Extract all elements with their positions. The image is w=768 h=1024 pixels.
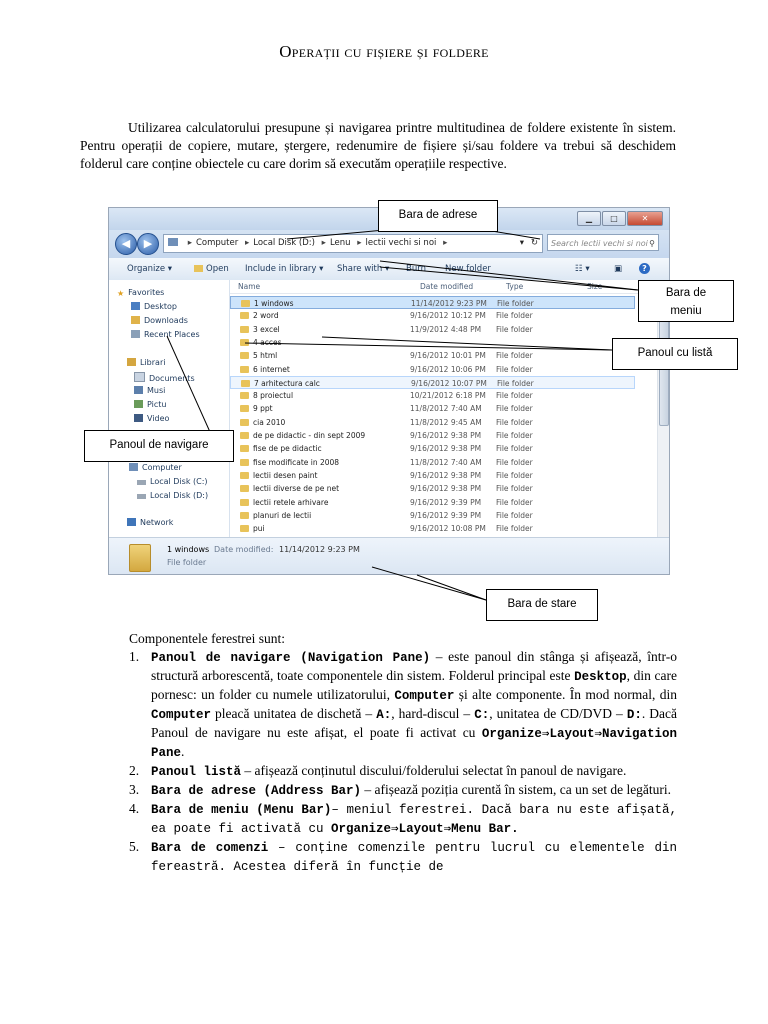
nav-recent-places[interactable]: Recent Places xyxy=(131,330,200,339)
nav-local-disk-d[interactable]: Local Disk (D:) xyxy=(137,491,208,500)
file-date: 11/8/2012 9:45 AM xyxy=(410,417,482,427)
file-name: fise de pe didactic xyxy=(230,442,322,455)
nav-pictures[interactable]: Pictu xyxy=(134,400,166,409)
file-name: lectii diverse de pe net xyxy=(230,482,339,495)
breadcrumb-lectii[interactable]: lectii vechi si noi xyxy=(365,238,437,248)
file-type: File folder xyxy=(497,299,534,308)
file-date: 9/16/2012 10:06 PM xyxy=(410,364,486,374)
file-name: planuri de lectii xyxy=(230,509,311,522)
file-date: 11/8/2012 7:40 AM xyxy=(410,404,482,414)
file-type: File folder xyxy=(496,497,533,507)
column-type[interactable]: Type xyxy=(506,282,524,291)
file-name: 2 word xyxy=(230,309,279,322)
file-name: 5 html xyxy=(230,349,277,362)
file-date: 9/16/2012 9:38 PM xyxy=(410,431,482,440)
close-button[interactable]: ✕ xyxy=(627,211,663,226)
nav-music[interactable]: Musi xyxy=(134,386,165,395)
nav-network[interactable]: Network xyxy=(127,518,173,527)
file-type: File folder xyxy=(496,311,533,321)
new-folder-button[interactable]: New folder xyxy=(445,264,491,274)
column-size[interactable]: Size xyxy=(587,282,603,291)
list-item: 1. Panoul de navigare (Navigation Pane) – este panoul din stânga și afișează, într-o structură arborescentă, toate componentele din sistem. Folderul principal este Desktop, din care pornesc: un folder cu numele utilizatorului, Computer și alte componente. În mod normal, din Computer pleacă unitatea de dischetă – A:, hard-discul – C:, unitatea de CD/DVD – D:. Dacă Panoul de navigare nu este afișat, el poate fi activat cu Organize⇒Layout⇒Navigation Pane. xyxy=(129,649,678,760)
status-date-label: Date modified: xyxy=(214,545,274,554)
file-type: File folder xyxy=(496,351,533,361)
nav-favorites[interactable]: ★ Favorites xyxy=(117,288,165,298)
forward-button[interactable]: ▶ xyxy=(137,233,159,255)
file-date: 9/16/2012 10:01 PM xyxy=(410,351,486,361)
file-name: cia 2010 xyxy=(230,416,285,429)
file-date: 9/16/2012 9:38 PM xyxy=(410,444,482,454)
nav-desktop[interactable]: Desktop xyxy=(131,302,177,311)
file-name: lectii retele arhivare xyxy=(230,496,328,509)
search-icon[interactable]: ⚲ xyxy=(649,239,655,248)
minimize-button[interactable]: ▁ xyxy=(577,211,601,226)
address-bar[interactable]: ▸ Computer ▸ Local Disk (D:) ▸ Lenu ▸ lectii vechi si noi ▸ ▾ ↻ xyxy=(163,234,543,253)
file-date: 9/16/2012 10:08 PM xyxy=(410,524,486,534)
file-type: File folder xyxy=(496,457,533,467)
callout-address-bar: Bara de adrese xyxy=(378,200,498,232)
file-type: File folder xyxy=(496,484,533,494)
file-type: File folder xyxy=(496,444,533,454)
back-button[interactable]: ◀ xyxy=(115,233,137,255)
list-item: 2. Panoul listă – afișează conținutul discului/folderului selectat în panoul de navigare. xyxy=(129,763,627,779)
components-heading: Componentele ferestrei sunt: xyxy=(129,631,285,646)
file-type: File folder xyxy=(496,524,533,534)
status-name: 1 windows xyxy=(167,545,210,554)
nav-downloads[interactable]: Downloads xyxy=(131,316,188,325)
file-type: File folder xyxy=(496,510,533,520)
nav-computer[interactable]: Computer xyxy=(129,463,182,472)
list-item: 4. Bara de meniu (Menu Bar)– meniul ferestrei. Dacă bara nu este afișată, ea poate fi activată cu Organize⇒Layout⇒Menu Bar. xyxy=(129,801,677,836)
file-name: de pe didactic - din sept 2009 xyxy=(230,429,365,442)
nav-libraries[interactable]: Librari xyxy=(127,358,165,367)
file-type: File folder xyxy=(497,378,534,388)
file-name: fise modificate in 2008 xyxy=(230,456,339,469)
nav-local-disk-c[interactable]: Local Disk (C:) xyxy=(137,477,208,486)
star-icon: ★ xyxy=(117,289,125,298)
breadcrumb-computer[interactable]: Computer xyxy=(195,238,239,248)
column-name[interactable]: Name xyxy=(238,282,261,291)
callout-list-pane: Panoul cu listă xyxy=(612,338,738,370)
burn-button[interactable]: Burn xyxy=(406,264,426,274)
list-item: 5. Bara de comenzi – conține comenzile pentru lucrul cu elementele din fereastră. Acestea diferă în funcție de xyxy=(129,839,677,874)
file-date: 11/8/2012 7:40 AM xyxy=(410,457,482,467)
file-name: 6 internet xyxy=(230,363,290,376)
file-type: File folder xyxy=(496,431,533,440)
breadcrumb-local-disk-d[interactable]: Local Disk (D:) xyxy=(253,238,315,248)
nav-videos[interactable]: Video xyxy=(134,414,169,423)
file-date: 10/21/2012 6:18 PM xyxy=(410,391,486,401)
help-icon[interactable]: ? xyxy=(639,258,650,280)
file-date: 9/16/2012 9:39 PM xyxy=(410,497,482,507)
file-name: 8 proiectul xyxy=(230,389,293,402)
nav-documents[interactable]: Documents xyxy=(134,372,195,383)
status-date: 11/14/2012 9:23 PM xyxy=(279,545,360,554)
breadcrumb-lenu[interactable]: Lenu xyxy=(329,238,351,248)
view-options-button[interactable]: ☷ ▾ xyxy=(575,264,590,274)
list-item: 3. Bara de adrese (Address Bar) – afișează poziția curentă în sistem, ca un set de legături. xyxy=(129,782,672,798)
callout-status-bar: Bara de stare xyxy=(486,589,598,621)
file-date: 9/16/2012 9:38 PM xyxy=(410,484,482,494)
refresh-icon[interactable]: ↻ xyxy=(530,238,538,248)
callout-navigation-pane: Panoul de navigare xyxy=(84,430,234,462)
status-type: File folder xyxy=(167,558,207,567)
file-type: File folder xyxy=(496,404,533,414)
include-in-library-button[interactable]: Include in library ▾ xyxy=(245,264,324,274)
organize-button[interactable]: Organize ▾ xyxy=(127,264,173,274)
intro-text: Utilizarea calculatorului presupune și navigarea printre multitudinea de foldere existente în sistem. Pentru operații de copiere, mutare, ștergere, redenumire de fișiere și/sau foldere va trebui să deschidem folderul care conține obiectele cu care dorim să executăm operațiile respective. xyxy=(80,120,676,171)
file-name: 7 arhitectura calc xyxy=(231,377,320,390)
file-name: 3 excel xyxy=(230,323,280,336)
file-date: 9/16/2012 9:38 PM xyxy=(410,470,482,480)
file-date: 9/16/2012 10:12 PM xyxy=(410,311,486,321)
page-title: Operații cu fișiere și foldere xyxy=(279,42,489,61)
share-with-button[interactable]: Share with ▾ xyxy=(337,264,390,274)
file-date: 9/16/2012 9:39 PM xyxy=(410,510,482,520)
file-type: File folder xyxy=(496,391,533,401)
maximize-button[interactable]: □ xyxy=(602,211,626,226)
file-name: lectii desen paint xyxy=(230,469,317,482)
file-type: File folder xyxy=(496,364,533,374)
file-date: 11/14/2012 9:23 PM xyxy=(411,299,487,308)
file-type: File folder xyxy=(496,470,533,480)
file-type: File folder xyxy=(496,417,533,427)
file-type: File folder xyxy=(496,324,533,334)
file-name: 4 acces xyxy=(230,336,282,349)
file-name: 9 ppt xyxy=(230,402,273,415)
file-name: 1 windows xyxy=(231,297,294,310)
file-date: 11/9/2012 4:48 PM xyxy=(410,324,482,334)
callout-menu-bar: Bara de meniu xyxy=(638,280,734,322)
open-button[interactable]: Open xyxy=(194,258,229,280)
preview-pane-icon[interactable]: ▣ xyxy=(614,264,623,274)
column-date[interactable]: Date modified xyxy=(420,282,474,291)
file-name: pui xyxy=(230,522,265,535)
search-input[interactable]: Search lectii vechi si noi ⚲ xyxy=(547,234,659,251)
address-dropdown-icon[interactable]: ▾ xyxy=(519,238,524,248)
components-list xyxy=(129,648,677,876)
file-date: 9/16/2012 10:07 PM xyxy=(411,378,487,388)
